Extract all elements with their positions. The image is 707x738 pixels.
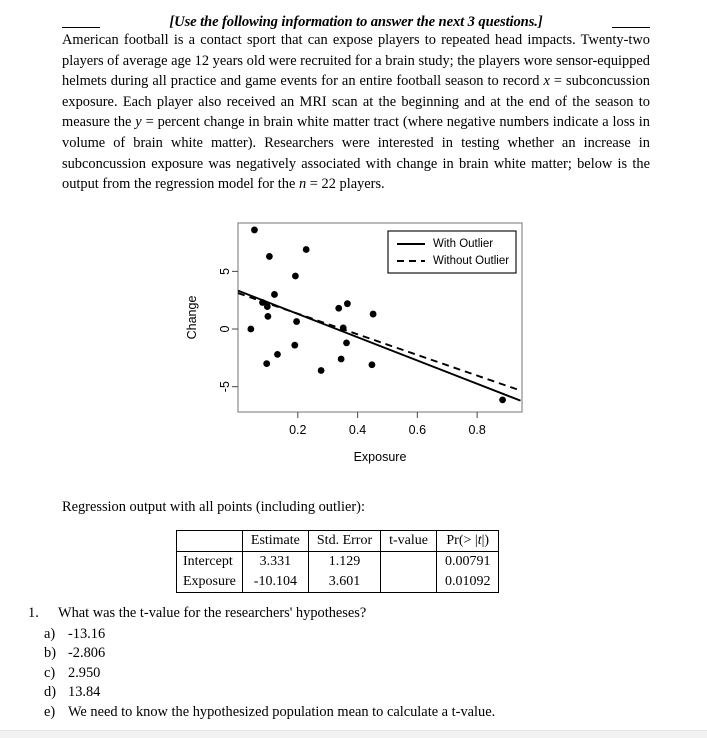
data-point bbox=[292, 273, 299, 280]
data-point bbox=[266, 253, 273, 260]
cell-intercept-std-error: 1.129 bbox=[308, 552, 380, 573]
x-axis-title: Exposure bbox=[353, 450, 407, 464]
data-point bbox=[251, 227, 258, 234]
answer-option[interactable] bbox=[28, 625, 668, 645]
y-axis-tick-label: -5 bbox=[218, 381, 232, 393]
answer-option[interactable] bbox=[28, 683, 668, 703]
x-axis-tick-label: 0.2 bbox=[289, 423, 307, 437]
answer-option-text: -13.16 bbox=[68, 625, 106, 642]
answer-option-key: b) bbox=[44, 645, 56, 662]
table-header-std-error: Std. Error bbox=[308, 531, 380, 552]
y-axis-title: Change bbox=[185, 295, 199, 340]
question-line bbox=[28, 604, 668, 624]
data-point bbox=[344, 300, 351, 307]
table-header bbox=[177, 531, 499, 552]
table-row bbox=[177, 552, 499, 573]
data-point bbox=[303, 246, 310, 253]
table-header-row bbox=[177, 531, 499, 552]
regression-table-wrapper bbox=[176, 530, 499, 593]
legend-label: With Outlier bbox=[433, 238, 494, 250]
data-point bbox=[499, 396, 506, 403]
legend-label: Without Outlier bbox=[433, 255, 510, 267]
y-axis-tick-label: 5 bbox=[218, 267, 232, 275]
data-point bbox=[335, 305, 342, 312]
row-label-intercept: Intercept bbox=[177, 552, 243, 573]
data-point bbox=[340, 324, 347, 331]
data-point bbox=[263, 360, 270, 367]
answer-option-key: a) bbox=[44, 625, 56, 642]
table-header-t-value: t-value bbox=[381, 531, 437, 552]
cell-exposure-p-value: 0.01092 bbox=[436, 572, 499, 593]
data-point bbox=[247, 326, 254, 333]
answer-options-list bbox=[28, 625, 668, 723]
question-number: 1. bbox=[28, 605, 39, 621]
table-row bbox=[177, 572, 499, 593]
question-block bbox=[28, 604, 668, 723]
x-axis-tick-label: 0.8 bbox=[468, 423, 486, 437]
table-header-estimate: Estimate bbox=[242, 531, 308, 552]
answer-option-key: d) bbox=[44, 684, 56, 701]
data-point bbox=[318, 367, 325, 374]
cell-intercept-p-value: 0.00791 bbox=[436, 552, 499, 573]
blank-rule-left bbox=[62, 16, 100, 28]
regression-scatter-plot bbox=[180, 212, 540, 477]
prompt-title: [Use the following information to answer the next 3 questions.] bbox=[169, 13, 543, 30]
data-point bbox=[343, 339, 350, 346]
passage-paragraph: American football is a contact sport that can expose players to repeated head impacts. Twenty-two players of average age 12 years old were recruited for a brain study; the players wore sensor-equipped helmets during all practice and game events for an entire football season to record x = subconcussion exposure. Each player also received an MRI scan at the beginning and at the end of the season to measure the y = percent change in brain white matter tract (where negative numbers indicate a loss in volume of brain white matter). Researchers were interested in testing whether an increase in subconcussion exposure was negatively associated with change in brain white matter; below is the output from the regression model for the n = 22 players. bbox=[62, 32, 650, 193]
answer-option-key: e) bbox=[44, 703, 56, 720]
table-body bbox=[177, 552, 499, 593]
answer-option-text: 2.950 bbox=[68, 664, 101, 681]
answer-option[interactable] bbox=[28, 644, 668, 664]
data-point bbox=[264, 313, 271, 320]
x-axis-tick-label: 0.6 bbox=[408, 423, 427, 437]
cell-exposure-std-error: 3.601 bbox=[308, 572, 380, 593]
cell-exposure-t-value bbox=[381, 572, 437, 593]
table-corner-cell bbox=[177, 531, 243, 552]
data-point bbox=[338, 356, 345, 363]
data-point bbox=[274, 351, 281, 358]
data-point bbox=[271, 291, 278, 298]
table-header-p-value: Pr(> |t|) bbox=[436, 531, 499, 552]
data-point bbox=[369, 361, 376, 368]
regression-line-solid bbox=[238, 291, 521, 401]
data-point bbox=[370, 311, 377, 318]
answer-option[interactable] bbox=[28, 703, 668, 723]
x-axis-tick-label: 0.4 bbox=[348, 423, 367, 437]
regression-table bbox=[176, 530, 499, 593]
data-point bbox=[264, 303, 271, 310]
answer-option-text: 13.84 bbox=[68, 684, 101, 701]
cell-exposure-estimate: -10.104 bbox=[242, 572, 308, 593]
cell-intercept-t-value bbox=[381, 552, 437, 573]
data-point bbox=[293, 318, 300, 325]
answer-option-key: c) bbox=[44, 664, 56, 681]
answer-option-text: We need to know the hypothesized population mean to calculate a t-value. bbox=[68, 703, 496, 720]
answer-option-text: -2.806 bbox=[68, 645, 106, 662]
cell-intercept-estimate: 3.331 bbox=[242, 552, 308, 573]
regression-output-caption: Regression output with all points (including outlier): bbox=[62, 499, 365, 515]
data-point bbox=[291, 342, 298, 349]
question-text: What was the t-value for the researchers' hypotheses? bbox=[58, 605, 367, 621]
answer-option[interactable] bbox=[28, 664, 668, 684]
blank-rule-right bbox=[612, 16, 650, 28]
y-axis-tick-label: 0 bbox=[218, 325, 232, 333]
scatter-plot-svg bbox=[180, 212, 540, 477]
row-label-exposure: Exposure bbox=[177, 572, 243, 593]
